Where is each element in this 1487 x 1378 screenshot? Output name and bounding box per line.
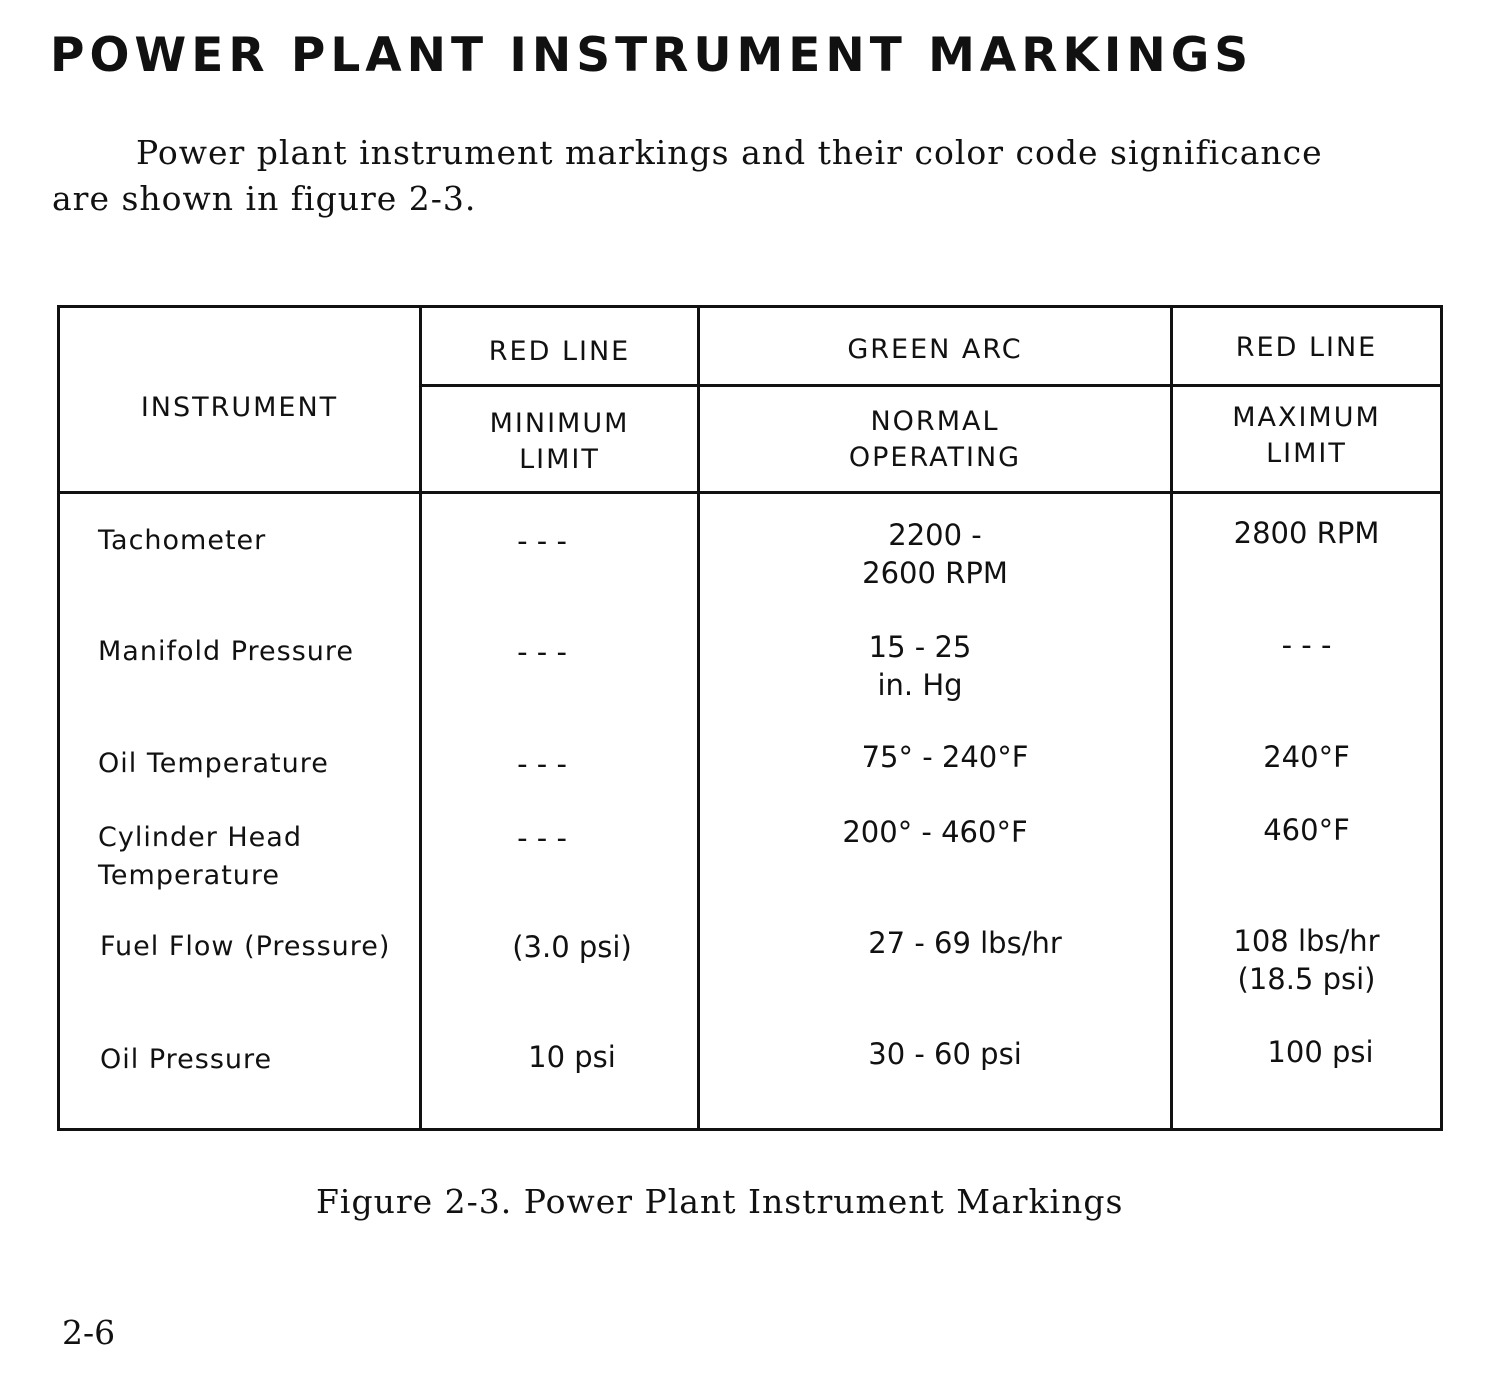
header-normal-operating: NORMAL OPERATING (848, 406, 1022, 473)
table-cell-max: 2800 RPM (1233, 516, 1380, 550)
table-cell-max: 100 psi (1267, 1035, 1374, 1069)
table-row-instrument: Oil Temperature (98, 748, 329, 779)
page-number: 2-6 (62, 1313, 116, 1352)
table-cell-max: 240°F (1263, 740, 1350, 774)
table-cell-min: (3.0 psi) (512, 930, 632, 964)
table-cell-normal: 200° - 460°F (842, 815, 1028, 849)
table-row-instrument: Fuel Flow (Pressure) (100, 931, 391, 962)
header-maximum-limit: MAXIMUM LIMIT (1232, 402, 1381, 469)
page-title: POWER PLANT INSTRUMENT MARKINGS (50, 28, 1254, 83)
table-cell-normal: 15 - 25 in. Hg (868, 630, 972, 702)
table-cell-min: 10 psi (528, 1040, 616, 1074)
table-row-instrument: Oil Pressure (100, 1044, 273, 1075)
table-row-instrument: Cylinder Head Temperature (98, 822, 302, 891)
header-divider (60, 491, 1440, 494)
table-cell-normal: 30 - 60 psi (868, 1037, 1022, 1071)
header-green-arc: GREEN ARC (847, 334, 1023, 365)
table-cell-max: 108 lbs/hr (18.5 psi) (1233, 924, 1380, 996)
intro-paragraph: Power plant instrument markings and their color code significance are shown in figure 2-3. (52, 133, 1323, 218)
header-red-line-min: RED LINE (488, 336, 631, 367)
header-red-line-max: RED LINE (1235, 332, 1378, 363)
figure-caption: Figure 2-3. Power Plant Instrument Markings (316, 1182, 1124, 1221)
table-row-instrument: Tachometer (98, 525, 267, 556)
table-row-instrument: Manifold Pressure (98, 636, 354, 667)
header-instrument: INSTRUMENT (140, 392, 339, 423)
table-cell-max: - - - (1281, 628, 1332, 662)
table-cell-min: - - - (517, 821, 567, 855)
table-cell-normal: 2200 - 2600 RPM (862, 518, 1008, 590)
table-cell-min: - - - (517, 635, 567, 669)
table-cell-normal: 27 - 69 lbs/hr (868, 926, 1062, 960)
table-cell-min: - - - (517, 747, 567, 781)
header-minimum-limit: MINIMUM LIMIT (489, 408, 630, 475)
table-cell-max: 460°F (1263, 813, 1350, 847)
table-cell-normal: 75° - 240°F (861, 740, 1029, 774)
table-cell-min: - - - (517, 524, 567, 558)
instrument-markings-table (57, 305, 1443, 1131)
header-sub-divider (422, 384, 1440, 387)
